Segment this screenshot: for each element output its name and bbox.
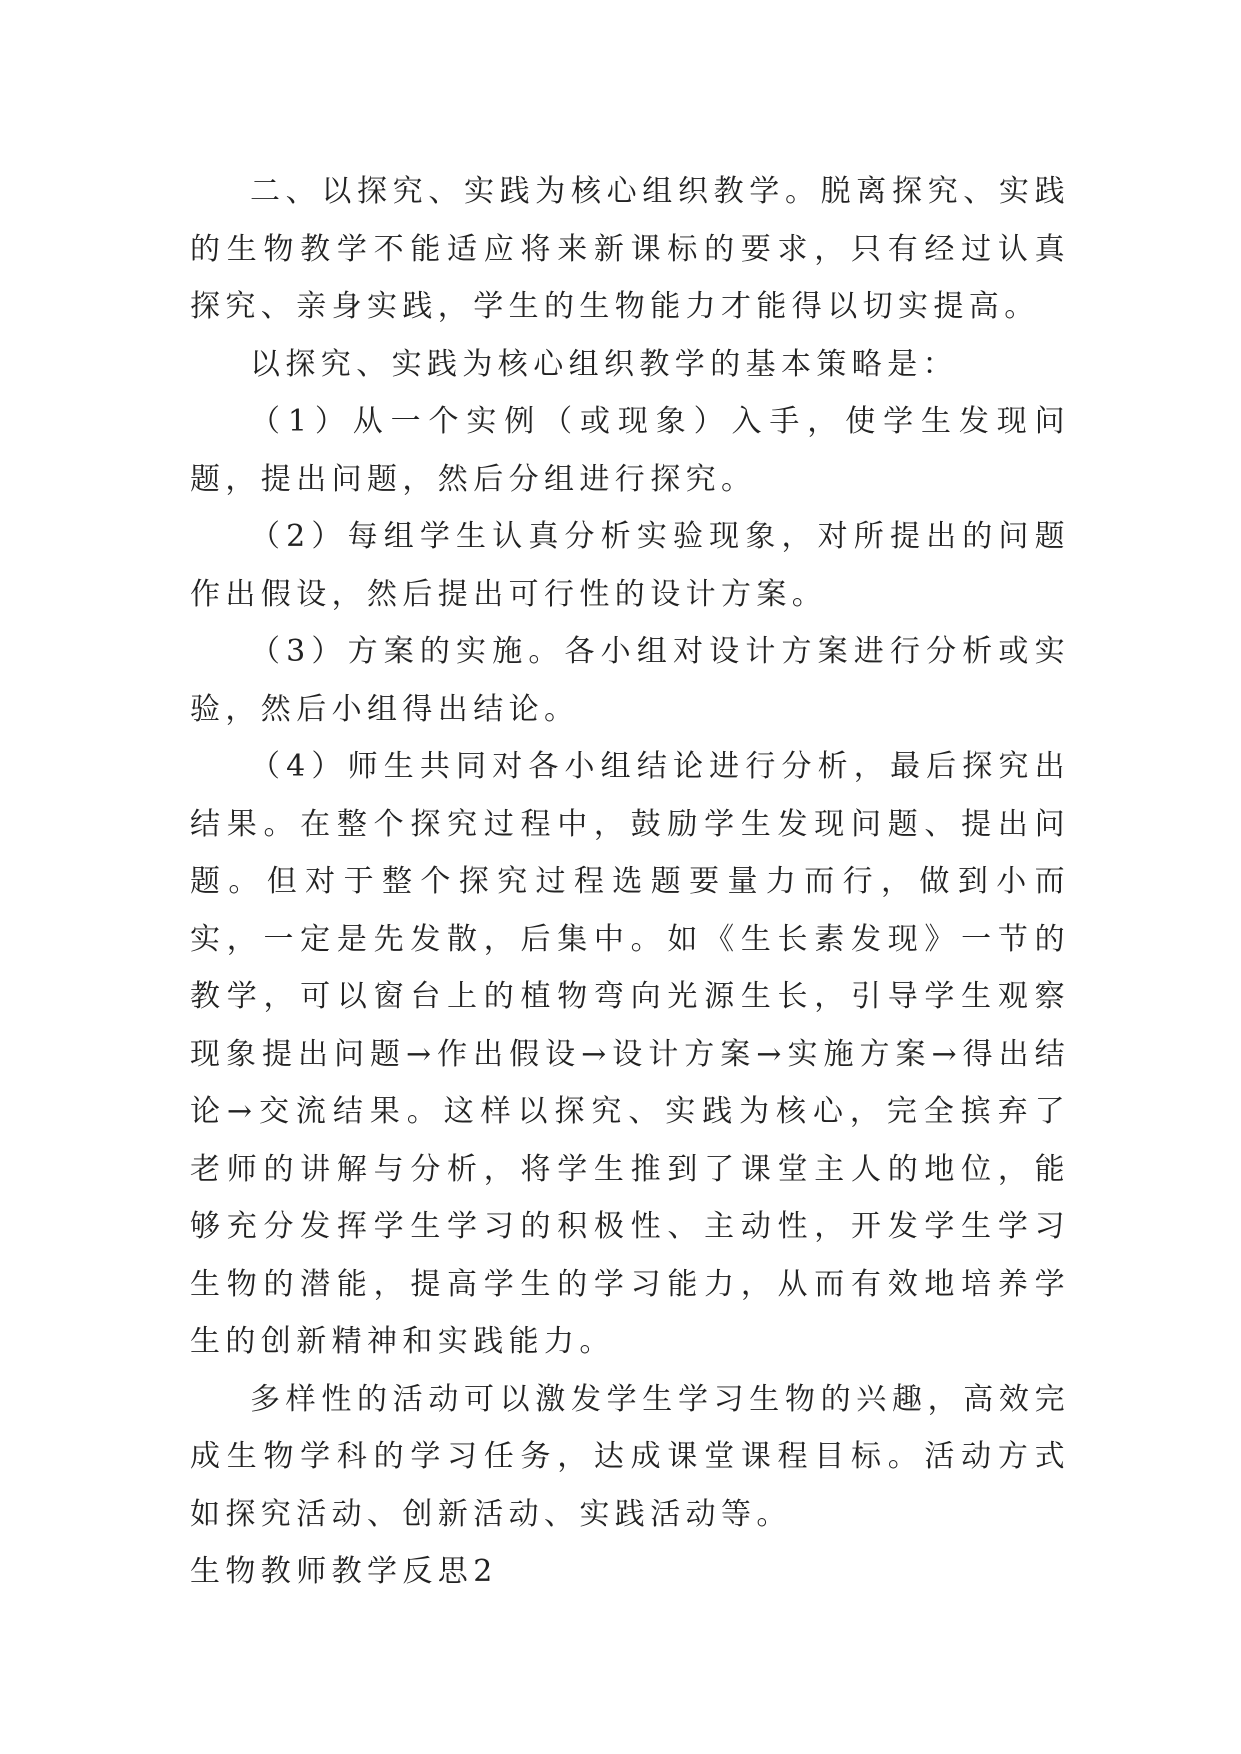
paragraph-strategy-4: （4）师生共同对各小组结论进行分析，最后探究出结果。在整个探究过程中，鼓励学生发现问题、提出问题。但对于整个探究过程选题要量力而行，做到小而实，一定是先发散，后集中。如《生长素发现》一节的教学，可以窗台上的植物弯向光源生长，引导学生观察现象提出问题→作出假设→设计方案→实施方案→得出结论→交流结果。这样以探究、实践为核心，完全摈弃了老师的讲解与分析，将学生推到了课堂主人的地位，能够充分发挥学生学习的积极性、主动性，开发学生学习生物的潜能，提高学生的学习能力，从而有效地培养学生的创新精神和实践能力。 bbox=[190, 749, 1070, 1359]
section-title: 生物教师教学反思2 bbox=[190, 1554, 498, 1589]
paragraph-strategy-1: （1）从一个实例（或现象）入手，使学生发现问题，提出问题，然后分组进行探究。 bbox=[190, 404, 1070, 497]
paragraph-strategy-2: （2）每组学生认真分析实验现象，对所提出的问题作出假设，然后提出可行性的设计方案。 bbox=[190, 519, 1070, 612]
paragraph-section-two: 二、以探究、实践为核心组织教学。脱离探究、实践的生物教学不能适应将来新课标的要求，只有经过认真探究、亲身实践，学生的生物能力才能得以切实提高。 bbox=[190, 174, 1070, 324]
paragraph-activities: 多样性的活动可以激发学生学习生物的兴趣，高效完成生物学科的学习任务，达成课堂课程目标。活动方式如探究活动、创新活动、实践活动等。 bbox=[190, 1381, 1070, 1532]
paragraph-strategy-3: （3）方案的实施。各小组对设计方案进行分析或实验，然后小组得出结论。 bbox=[190, 634, 1070, 727]
paragraph-strategy-intro: 以探究、实践为核心组织教学的基本策略是： bbox=[250, 346, 958, 382]
document-body bbox=[190, 163, 1070, 1601]
